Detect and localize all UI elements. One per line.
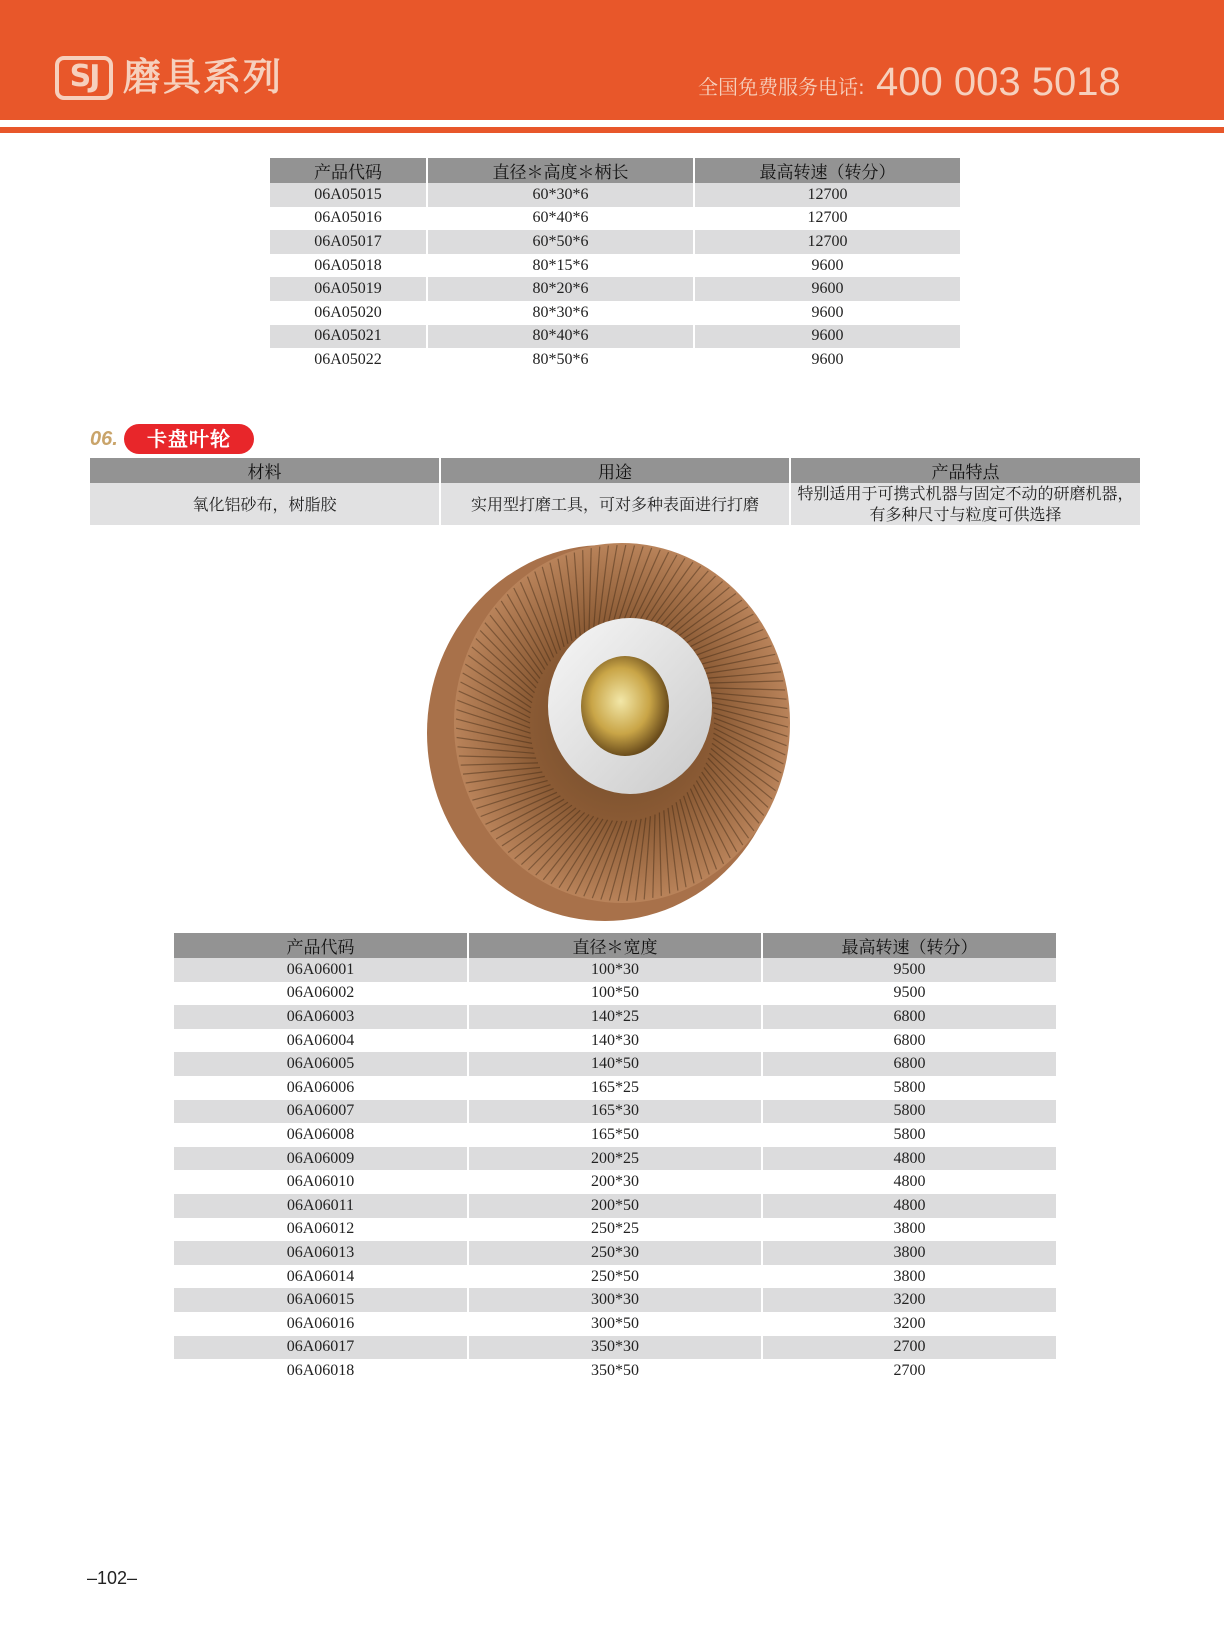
product-code-cell: 06A06003 <box>174 1005 468 1029</box>
max-speed-cell: 9600 <box>694 301 960 325</box>
page-number: –102– <box>87 1568 138 1588</box>
dimension-cell: 80*30*6 <box>427 301 694 325</box>
table-row <box>174 1076 1056 1100</box>
dimension-cell: 165*25 <box>468 1076 762 1100</box>
product-code-cell: 06A05022 <box>270 348 427 372</box>
dimension-cell: 250*30 <box>468 1241 762 1265</box>
table-row <box>174 1218 1056 1242</box>
max-speed-cell: 9600 <box>694 254 960 278</box>
table-row <box>270 325 960 349</box>
product-code-cell: 06A06006 <box>174 1076 468 1100</box>
product-code-cell: 06A06004 <box>174 1029 468 1053</box>
product-code-cell: 06A06014 <box>174 1265 468 1289</box>
usage-cell: 实用型打磨工具，可对多种表面进行打磨 <box>440 483 790 525</box>
table-row <box>174 1170 1056 1194</box>
column-header: 产品代码 <box>270 158 427 183</box>
dimension-cell: 80*20*6 <box>427 277 694 301</box>
product-code-cell: 06A05019 <box>270 277 427 301</box>
product-code-cell: 06A06013 <box>174 1241 468 1265</box>
header-rule <box>0 127 1224 133</box>
max-speed-cell: 3800 <box>762 1241 1056 1265</box>
table-row <box>270 301 960 325</box>
product-code-cell: 06A05016 <box>270 207 427 231</box>
dimension-cell: 60*50*6 <box>427 230 694 254</box>
dimension-cell: 200*30 <box>468 1170 762 1194</box>
section-title: 卡盘叶轮 <box>124 424 254 454</box>
product-code-cell: 06A05017 <box>270 230 427 254</box>
dimension-cell: 165*50 <box>468 1123 762 1147</box>
product-code-cell: 06A06016 <box>174 1312 468 1336</box>
series-title: 磨具系列 <box>123 55 284 99</box>
table-row <box>174 1029 1056 1053</box>
max-speed-cell: 6800 <box>762 1005 1056 1029</box>
spec-table-bottom <box>174 933 1056 1383</box>
max-speed-cell: 6800 <box>762 1052 1056 1076</box>
dimension-cell: 140*50 <box>468 1052 762 1076</box>
dimension-cell: 140*30 <box>468 1029 762 1053</box>
dimension-cell: 165*30 <box>468 1100 762 1124</box>
table-row <box>174 982 1056 1006</box>
table-header-row <box>270 158 960 183</box>
max-speed-cell: 4800 <box>762 1147 1056 1171</box>
column-header: 产品特点 <box>790 458 1140 483</box>
dimension-cell: 200*50 <box>468 1194 762 1218</box>
max-speed-cell: 2700 <box>762 1336 1056 1360</box>
product-code-cell: 06A06010 <box>174 1170 468 1194</box>
flap-wheel-image <box>420 528 810 928</box>
column-header: 直径＊宽度 <box>468 933 762 958</box>
material-cell: 氧化铝砂布，树脂胶 <box>90 483 440 525</box>
table-row <box>174 1100 1056 1124</box>
max-speed-cell: 12700 <box>694 207 960 231</box>
dimension-cell: 250*50 <box>468 1265 762 1289</box>
column-header: 材料 <box>90 458 440 483</box>
product-code-cell: 06A06015 <box>174 1288 468 1312</box>
dimension-cell: 300*30 <box>468 1288 762 1312</box>
brand-logo: SJ <box>55 56 113 100</box>
product-code-cell: 06A06018 <box>174 1359 468 1383</box>
max-speed-cell: 2700 <box>762 1359 1056 1383</box>
max-speed-cell: 9600 <box>694 325 960 349</box>
table-row <box>270 230 960 254</box>
table-row <box>174 1312 1056 1336</box>
product-code-cell: 06A06001 <box>174 958 468 982</box>
table-header-row <box>174 933 1056 958</box>
column-header: 产品代码 <box>174 933 468 958</box>
dimension-cell: 60*30*6 <box>427 183 694 207</box>
product-code-cell: 06A06012 <box>174 1218 468 1242</box>
table-row <box>174 1336 1056 1360</box>
dimension-cell: 140*25 <box>468 1005 762 1029</box>
spec-table-top <box>270 158 960 372</box>
dimension-cell: 250*25 <box>468 1218 762 1242</box>
max-speed-cell: 4800 <box>762 1170 1056 1194</box>
table-row <box>270 207 960 231</box>
product-code-cell: 06A05020 <box>270 301 427 325</box>
max-speed-cell: 9500 <box>762 958 1056 982</box>
max-speed-cell: 12700 <box>694 183 960 207</box>
product-code-cell: 06A06007 <box>174 1100 468 1124</box>
dimension-cell: 100*30 <box>468 958 762 982</box>
column-header: 用途 <box>440 458 790 483</box>
table-row <box>270 183 960 207</box>
table-row <box>174 958 1056 982</box>
table-row <box>174 1359 1056 1383</box>
max-speed-cell: 3800 <box>762 1218 1056 1242</box>
product-code-cell: 06A06009 <box>174 1147 468 1171</box>
max-speed-cell: 3800 <box>762 1265 1056 1289</box>
product-code-cell: 06A06011 <box>174 1194 468 1218</box>
table-row <box>174 1123 1056 1147</box>
product-code-cell: 06A06002 <box>174 982 468 1006</box>
max-speed-cell: 12700 <box>694 230 960 254</box>
max-speed-cell: 9600 <box>694 277 960 301</box>
dimension-cell: 80*40*6 <box>427 325 694 349</box>
hotline-label: 全国免费服务电话: <box>698 75 865 99</box>
features-table <box>90 458 1140 525</box>
max-speed-cell: 9600 <box>694 348 960 372</box>
table-row <box>174 1052 1056 1076</box>
table-row <box>174 1241 1056 1265</box>
column-header: 直径＊高度＊柄长 <box>427 158 694 183</box>
table-row <box>270 277 960 301</box>
table-row <box>174 1147 1056 1171</box>
table-row <box>270 254 960 278</box>
dimension-cell: 100*50 <box>468 982 762 1006</box>
product-code-cell: 06A05018 <box>270 254 427 278</box>
dimension-cell: 80*15*6 <box>427 254 694 278</box>
table-row <box>174 1265 1056 1289</box>
column-header: 最高转速（转分） <box>694 158 960 183</box>
max-speed-cell: 3200 <box>762 1312 1056 1336</box>
dimension-cell: 200*25 <box>468 1147 762 1171</box>
product-code-cell: 06A05021 <box>270 325 427 349</box>
section-number: 06. <box>90 428 118 450</box>
table-row <box>174 1288 1056 1312</box>
max-speed-cell: 5800 <box>762 1100 1056 1124</box>
dimension-cell: 350*50 <box>468 1359 762 1383</box>
product-code-cell: 06A06017 <box>174 1336 468 1360</box>
center-hole <box>581 656 669 756</box>
product-code-cell: 06A06005 <box>174 1052 468 1076</box>
column-header: 最高转速（转分） <box>762 933 1056 958</box>
table-row <box>174 1194 1056 1218</box>
max-speed-cell: 5800 <box>762 1076 1056 1100</box>
dimension-cell: 60*40*6 <box>427 207 694 231</box>
dimension-cell: 300*50 <box>468 1312 762 1336</box>
dimension-cell: 80*50*6 <box>427 348 694 372</box>
dimension-cell: 350*30 <box>468 1336 762 1360</box>
table-row <box>270 348 960 372</box>
hotline-number: 400 003 5018 <box>876 60 1121 104</box>
max-speed-cell: 5800 <box>762 1123 1056 1147</box>
product-code-cell: 06A06008 <box>174 1123 468 1147</box>
max-speed-cell: 3200 <box>762 1288 1056 1312</box>
product-code-cell: 06A05015 <box>270 183 427 207</box>
max-speed-cell: 9500 <box>762 982 1056 1006</box>
feature-cell: 特别适用于可携式机器与固定不动的研磨机器，有多种尺寸与粒度可供选择 <box>790 483 1140 525</box>
max-speed-cell: 6800 <box>762 1029 1056 1053</box>
table-row <box>174 1005 1056 1029</box>
max-speed-cell: 4800 <box>762 1194 1056 1218</box>
